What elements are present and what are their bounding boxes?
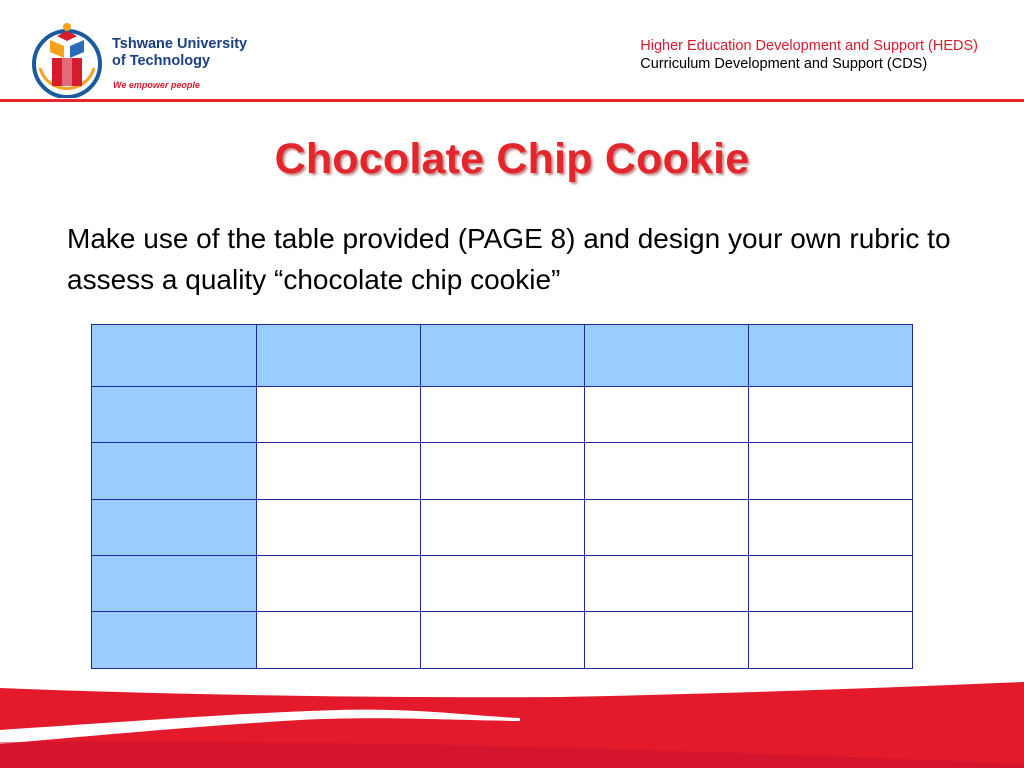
table-row	[92, 499, 913, 555]
university-name: Tshwane University of Technology	[112, 36, 248, 69]
row-header-cell[interactable]	[92, 386, 257, 442]
table-cell[interactable]	[421, 386, 585, 442]
table-cell[interactable]	[421, 555, 585, 611]
table-cell[interactable]	[585, 499, 749, 555]
table-cell[interactable]	[585, 555, 749, 611]
table-row	[92, 555, 913, 611]
table-row	[92, 443, 913, 499]
table-header-row	[92, 325, 913, 387]
row-header-cell[interactable]	[92, 555, 257, 611]
department-name: Higher Education Development and Support (HEDS)	[640, 38, 978, 54]
table-cell[interactable]	[585, 443, 749, 499]
table-cell[interactable]	[585, 612, 749, 669]
table-header-cell[interactable]	[92, 325, 257, 387]
table-cell[interactable]	[257, 555, 421, 611]
table-header-cell[interactable]	[585, 325, 749, 387]
table-cell[interactable]	[257, 386, 421, 442]
header-divider	[0, 99, 1024, 102]
table-cell[interactable]	[257, 612, 421, 669]
rubric-table	[91, 324, 913, 669]
table-row	[92, 386, 913, 442]
table-header-cell[interactable]	[421, 325, 585, 387]
table-cell[interactable]	[421, 499, 585, 555]
row-header-cell[interactable]	[92, 612, 257, 669]
university-tagline: We empower people	[113, 80, 200, 90]
table-cell[interactable]	[585, 386, 749, 442]
table-cell[interactable]	[749, 386, 913, 442]
slide-title: Chocolate Chip Cookie	[274, 135, 750, 183]
instructions-text: Make use of the table provided (PAGE 8) and design your own rubric to assess a quality “chocolate chip cookie”	[67, 223, 951, 295]
table-header-cell[interactable]	[257, 325, 421, 387]
table-cell[interactable]	[749, 612, 913, 669]
university-emblem-icon	[28, 20, 106, 98]
row-header-cell[interactable]	[92, 443, 257, 499]
row-header-cell[interactable]	[92, 499, 257, 555]
table-cell[interactable]	[421, 612, 585, 669]
table-cell[interactable]	[749, 555, 913, 611]
table-cell[interactable]	[257, 443, 421, 499]
table-cell[interactable]	[421, 443, 585, 499]
table-cell[interactable]	[749, 443, 913, 499]
footer-swoosh	[0, 672, 1024, 768]
table-row	[92, 612, 913, 669]
unit-name: Curriculum Development and Support (CDS)	[640, 56, 928, 72]
table-cell[interactable]	[257, 499, 421, 555]
department-header	[640, 37, 978, 73]
university-logo	[28, 20, 268, 100]
table-header-cell[interactable]	[749, 325, 913, 387]
table-cell[interactable]	[749, 499, 913, 555]
